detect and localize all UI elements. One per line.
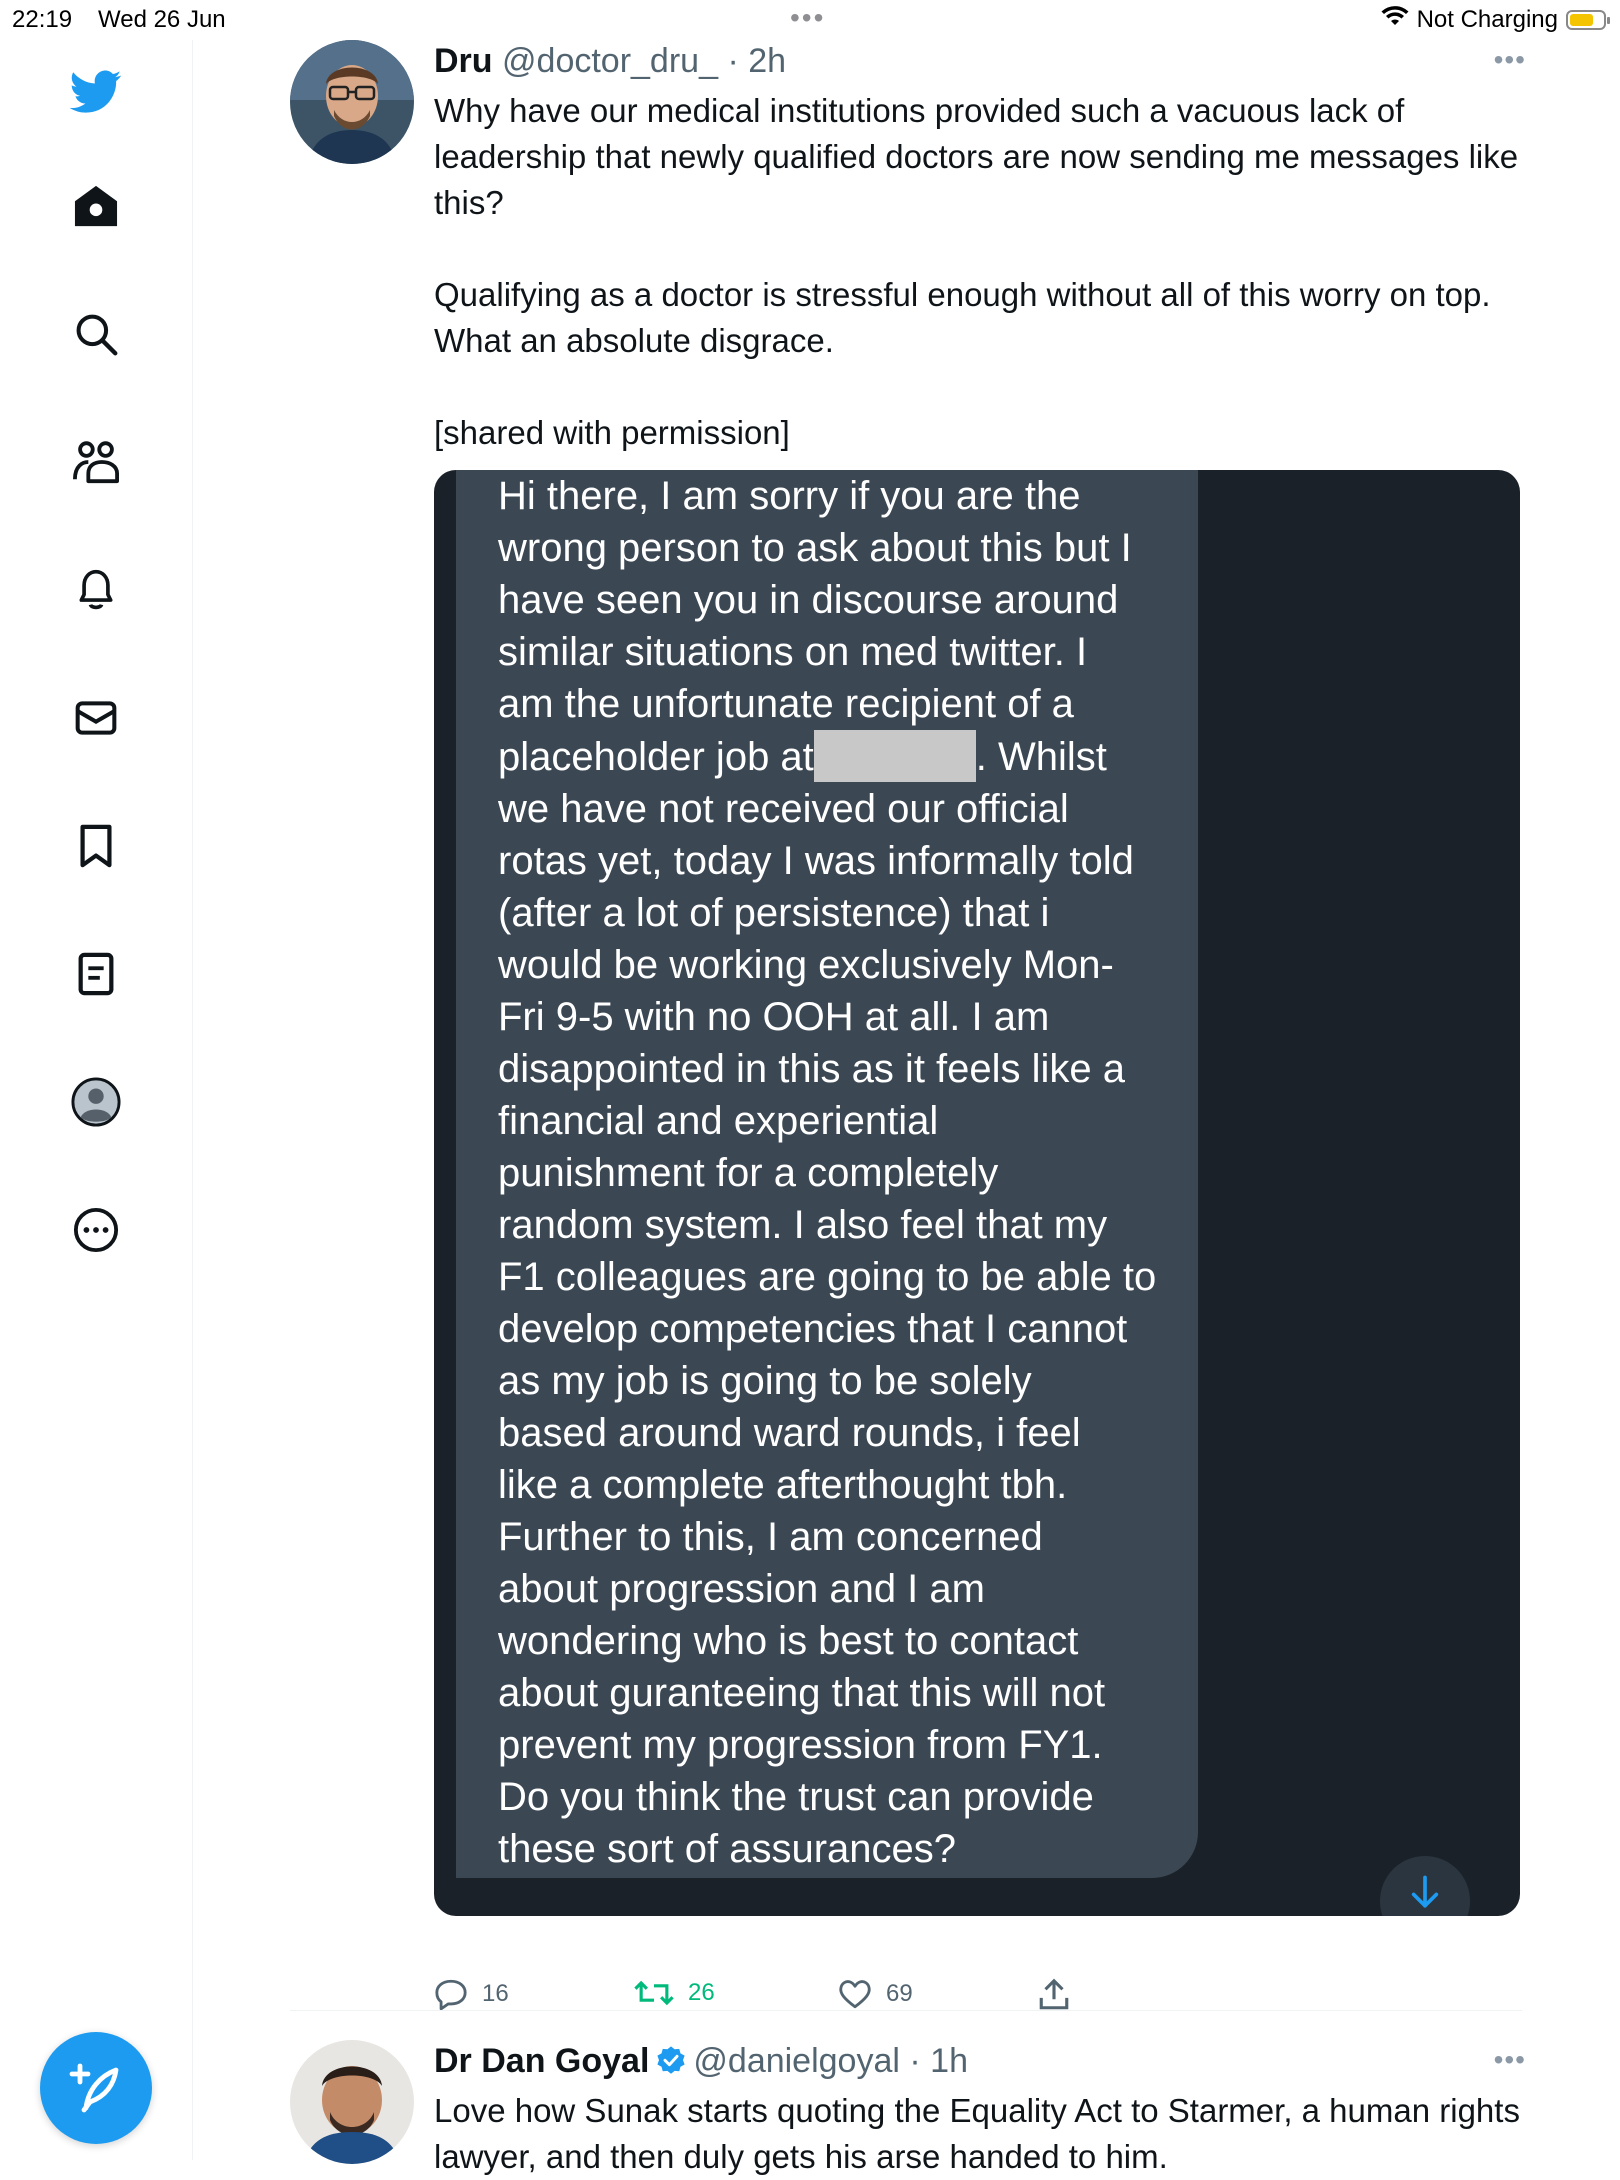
verified-badge-icon — [655, 2045, 687, 2077]
share-icon — [1038, 1978, 1070, 2012]
sidebar-nav — [0, 40, 193, 2160]
tweet-text — [434, 2088, 1520, 2180]
tweet-text — [434, 88, 1520, 456]
more-circle-icon[interactable] — [70, 1204, 122, 1256]
message-text — [498, 470, 1188, 1875]
tweet-header — [434, 2040, 1520, 2082]
notifications-bell-icon[interactable] — [70, 564, 122, 616]
home-icon[interactable] — [70, 180, 122, 232]
author-name[interactable]: Dr Dan Goyal — [434, 2042, 650, 2080]
like-count: 69 — [886, 1980, 913, 2007]
tweet-divider — [290, 2010, 1522, 2011]
author-name[interactable]: Dru — [434, 42, 493, 80]
message-text-part: Hi there, I am sorry if you are the wrong person to ask about this but I have seen you in discourse around similar situations on med twitter. I am the unfortunate recipient of a placeholder job at — [498, 474, 1132, 779]
status-indicators — [1381, 5, 1606, 34]
battery-level-fill — [1570, 14, 1593, 26]
tweet-paragraph: Love how Sunak starts quoting the Equality Act to Starmer, a human rights lawyer, and then duly gets his arse handed to him. — [434, 2092, 1520, 2175]
retweet-count: 26 — [688, 1979, 715, 2006]
reply-button[interactable] — [434, 1978, 509, 2010]
retweet-button[interactable] — [634, 1978, 715, 2008]
tweet-paragraph: [shared with permission] — [434, 414, 790, 451]
arrow-down-icon — [1408, 1874, 1442, 1912]
tweet-paragraph: Qualifying as a doctor is stressful enough without all of this worry on top. What an absolute disgrace. — [434, 276, 1491, 359]
author-handle[interactable]: @danielgoyal — [693, 2042, 900, 2080]
tweet-content — [434, 40, 1526, 456]
separator: · — [727, 42, 739, 80]
compose-feather-plus-icon — [68, 2060, 124, 2116]
compose-tweet-button[interactable] — [40, 2032, 152, 2144]
status-date: Wed 26 Jun — [98, 6, 226, 33]
lists-icon[interactable] — [70, 948, 122, 1000]
share-button[interactable] — [1038, 1978, 1070, 2012]
retweet-icon — [634, 1978, 674, 2008]
status-time: 22:19 — [12, 6, 73, 33]
tweet-time[interactable]: 1h — [930, 2042, 968, 2080]
tweet-paragraph: Why have our medical institutions provided such a vacuous lack of leadership that newly qualified doctors are now sending me messages like this? — [434, 92, 1519, 221]
like-button[interactable] — [838, 1978, 913, 2010]
redaction-box — [814, 730, 976, 782]
multitasking-dots-icon[interactable]: ••• — [790, 2, 826, 33]
more-options-icon[interactable]: ••• — [1493, 44, 1526, 75]
separator: · — [909, 2042, 921, 2080]
message-bubble — [456, 470, 1198, 1878]
messages-envelope-icon[interactable] — [70, 692, 122, 744]
tweet-content — [434, 2040, 1526, 2180]
more-options-icon[interactable]: ••• — [1493, 2044, 1526, 2075]
avatar[interactable] — [290, 2040, 414, 2164]
message-text-part: . Whilst we have not received our official rotas yet, today I was informally told (after a lot of persistence) that i would be working exclusively Mon- Fri 9-5 with no OOH at all. I am disappointed in this as it feels like a financial and experiential punishment for a completely random system. I also feel that my F1 colleagues are going to be able to develop competencies that I cannot as my job is going to be solely based around ward rounds, i feel like a complete afterthought tbh. Further to this, I am concerned about progression and I am wondering who is best to contact about guranteeing that this will not prevent my progression from FY1. Do you think the trust can provide these sort of assurances? — [498, 735, 1157, 1871]
twitter-logo-icon[interactable] — [70, 66, 122, 118]
profile-icon[interactable] — [70, 1076, 122, 1128]
tweet-time[interactable]: 2h — [748, 42, 787, 80]
tweet-header — [434, 40, 1520, 82]
reply-icon — [434, 1978, 468, 2010]
battery-status-text: Not Charging — [1416, 5, 1558, 33]
bookmark-icon[interactable] — [70, 820, 122, 872]
reply-count: 16 — [482, 1980, 509, 2007]
scroll-down-button — [1380, 1856, 1470, 1916]
status-bar — [0, 0, 1620, 40]
communities-icon[interactable] — [70, 436, 122, 488]
tweet-media-image[interactable] — [434, 470, 1520, 1916]
battery-icon — [1566, 10, 1606, 30]
tweet-actions — [434, 1978, 1134, 2018]
avatar[interactable] — [290, 40, 414, 164]
heart-icon — [838, 1978, 872, 2010]
wifi-icon — [1381, 5, 1409, 34]
search-icon[interactable] — [70, 308, 122, 360]
author-handle[interactable]: @doctor_dru_ — [502, 42, 718, 80]
